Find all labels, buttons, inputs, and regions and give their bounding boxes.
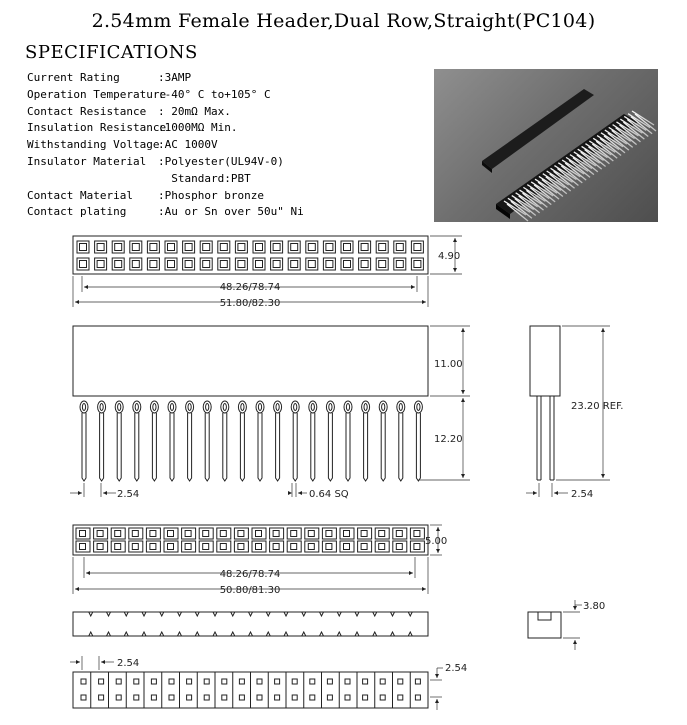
dim-pcb-outer-width: 50.80/81.30 [219, 585, 281, 596]
spec-label: Withstanding Voltage [27, 138, 160, 152]
dim-side-pitch: 2.54 [571, 489, 594, 500]
spec-value: :3AMP [158, 71, 192, 84]
spec-label: Insulator Material [27, 154, 147, 168]
dim-end-height: 3.80 [583, 601, 606, 612]
dim-top-height: 4.90 [438, 251, 461, 262]
spec-label: Contact Material [27, 188, 133, 202]
dim-side-total: 23.20 REF. [571, 401, 624, 412]
front-view-pins [80, 401, 422, 481]
specifications-heading: SPECIFICATIONS [25, 42, 198, 63]
top-view-outline [73, 236, 428, 274]
spec-value: :Au or Sn over 50u" Ni [158, 205, 304, 219]
dim-bottom-pitch-v: 2.54 [445, 663, 468, 674]
spec-label: Operation Temperature [27, 87, 167, 101]
spec-value: Standard:PBT [158, 171, 251, 185]
dim-top-inner-width: 48.26/78.74 [219, 282, 281, 293]
dim-bottom-pitch-h: 2.54 [117, 658, 140, 669]
page-title: 2.54mm Female Header,Dual Row,Straight(PC104) [91, 10, 596, 32]
dim-top-outer-width: 51.80/82.30 [219, 298, 281, 309]
side-view-body [530, 326, 560, 396]
dim-pin-pitch: 2.54 [117, 489, 140, 500]
front-view-body [73, 326, 428, 396]
top-view-contacts [77, 241, 423, 270]
dim-pin-length: 12.20 [434, 434, 463, 445]
spec-label: Contact Resistance [27, 104, 147, 118]
spec-label: Contact plating [27, 205, 127, 219]
spec-value: :-40° C to+105° C [158, 87, 271, 101]
spec-value: :Phosphor bronze [158, 188, 264, 202]
spec-label: Current Rating [27, 71, 120, 84]
dim-pin-size: 0.64 SQ [309, 489, 349, 500]
dim-body-height: 11.00 [434, 359, 463, 370]
bottom-view-holes [73, 672, 428, 708]
spec-value: :AC 1000V [158, 138, 218, 152]
spec-value: : 20mΩ Max. [158, 104, 231, 118]
spec-value: :1000MΩ Min. [158, 121, 238, 135]
spec-label: Insulation Resistance [27, 121, 167, 135]
dim-pcb-inner-width: 48.26/78.74 [219, 569, 281, 580]
dim-pcb-height: 5.00 [425, 536, 448, 547]
pcb-view-pads [76, 528, 424, 552]
spec-value: :Polyester(UL94V-0) [158, 154, 284, 168]
end-view-outline [528, 612, 561, 638]
